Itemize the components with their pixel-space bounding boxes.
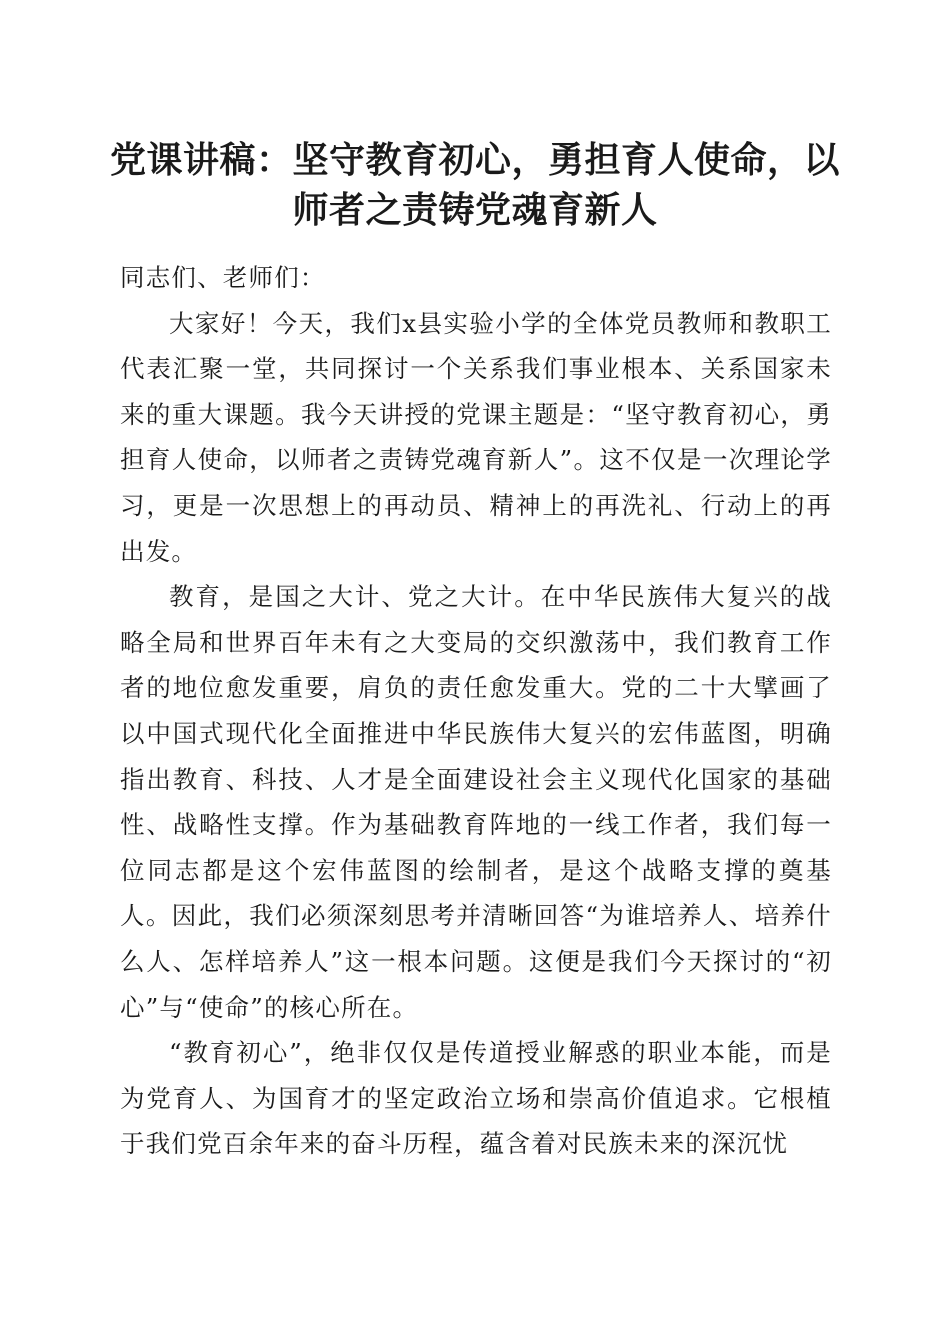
title-line-2: 师者之责铸党魂育新人 [292, 190, 658, 231]
document-body [120, 255, 832, 1167]
paragraph-1: 大家好！今天，我们x县实验小学的全体党员教师和教职工代表汇聚一堂，共同探讨一个关系我们事业根本、关系国家未来的重大课题。我今天讲授的党课主题是：“坚守教育初心，勇担育人使命，以师者之责铸党魂育新人”。这不仅是一次理论学习，更是一次思想上的再动员、精神上的再洗礼、行动上的再出发。 [120, 308, 832, 566]
salutation: 同志们、老师们： [120, 263, 326, 292]
document-title [100, 136, 850, 236]
paragraph-2: 教育，是国之大计、党之大计。在中华民族伟大复兴的战略全局和世界百年未有之大变局的交织激荡中，我们教育工作者的地位愈发重要，肩负的责任愈发重大。党的二十大擘画了以中国式现代化全面推进中华民族伟大复兴的宏伟蓝图，明确指出教育、科技、人才是全面建设社会主义现代化国家的基础性、战略性支撑。作为基础教育阵地的一线工作者，我们每一位同志都是这个宏伟蓝图的绘制者，是这个战略支撑的奠基人。因此，我们必须深刻思考并清晰回答“为谁培养人、培养什么人、怎样培养人”这一根本问题。这便是我们今天探讨的“初心”与“使命”的核心所在。 [120, 582, 832, 1022]
paragraph-3: “教育初心”，绝非仅仅是传道授业解惑的职业本能，而是为党育人、为国育才的坚定政治立场和崇高价值追求。它根植于我们党百余年来的奋斗历程，蕴含着对民族未来的深沉忧 [120, 1038, 832, 1159]
title-line-1: 党课讲稿：坚守教育初心，勇担育人使命，以 [109, 140, 840, 181]
